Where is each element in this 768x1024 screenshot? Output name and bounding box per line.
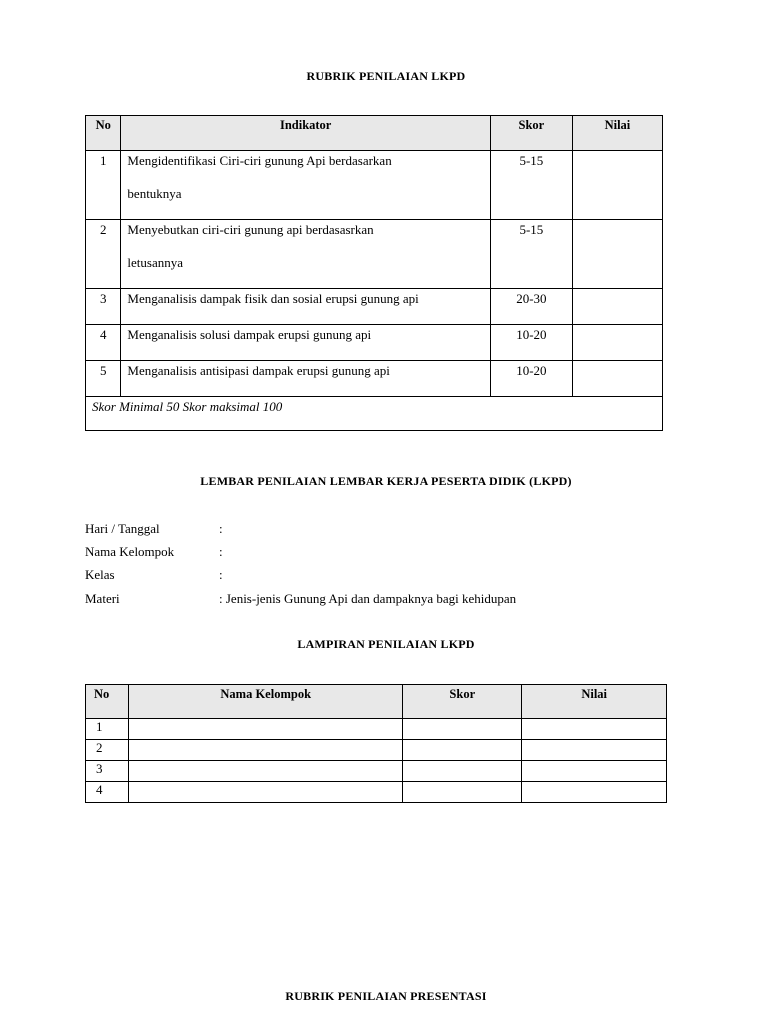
presentasi-title: RUBRIK PENILAIAN PRESENTASI <box>285 989 487 1003</box>
rubric-header-row <box>86 116 663 151</box>
lampiran-row-skor[interactable] <box>403 761 522 782</box>
rubric-row-skor: 5-15 <box>490 220 572 289</box>
table-row <box>86 289 663 325</box>
lembar-title: LEMBAR PENILAIAN LEMBAR KERJA PESERTA DIDIK (LKPD) <box>200 474 572 488</box>
lampiran-row-nilai[interactable] <box>522 761 667 782</box>
rubric-header-nilai: Nilai <box>572 116 662 151</box>
rubric-row-indikator: Menganalisis antisipasi dampak erupsi gunung api <box>121 361 490 397</box>
score-range-note: Skor Minimal 50 Skor maksimal 100 <box>86 397 663 431</box>
lampiran-row-nama[interactable] <box>129 740 403 761</box>
info-value[interactable]: : <box>219 544 223 559</box>
info-label: Materi <box>85 591 120 606</box>
lampiran-table <box>85 684 667 803</box>
rubric-header-indikator: Indikator <box>121 116 490 151</box>
rubric-row-no: 4 <box>86 325 121 361</box>
info-row-hari-tanggal <box>85 521 223 537</box>
rubric-row-no: 5 <box>86 361 121 397</box>
lampiran-row-nilai[interactable] <box>522 740 667 761</box>
lampiran-title: LAMPIRAN PENILAIAN LKPD <box>297 637 475 651</box>
lampiran-header-nilai: Nilai <box>522 685 667 719</box>
lampiran-header-no: No <box>86 685 129 719</box>
rubric-row-no: 1 <box>86 151 121 220</box>
rubric-row-indikator: Menganalisis dampak fisik dan sosial erupsi gunung api <box>121 289 490 325</box>
rubric-row-no: 2 <box>86 220 121 289</box>
info-label: Kelas <box>85 567 115 582</box>
rubric-row-indikator: Menganalisis solusi dampak erupsi gunung api <box>121 325 490 361</box>
lampiran-header-skor: Skor <box>403 685 522 719</box>
rubric-row-skor: 20-30 <box>490 289 572 325</box>
lampiran-row-skor[interactable] <box>403 782 522 803</box>
lampiran-row-nilai[interactable] <box>522 719 667 740</box>
lampiran-row-nama[interactable] <box>129 719 403 740</box>
lampiran-header-nama: Nama Kelompok <box>129 685 403 719</box>
lampiran-row-skor[interactable] <box>403 740 522 761</box>
rubric-row-skor: 10-20 <box>490 325 572 361</box>
indikator-text: Menyebutkan ciri-ciri gunung api berdasasrkan <box>127 222 374 237</box>
lampiran-row-nama[interactable] <box>129 761 403 782</box>
rubric-title: RUBRIK PENILAIAN LKPD <box>306 69 466 83</box>
table-row <box>86 761 667 782</box>
table-row <box>86 719 667 740</box>
rubric-row-skor: 5-15 <box>490 151 572 220</box>
table-row <box>86 220 663 289</box>
rubric-row-nilai[interactable] <box>572 361 662 397</box>
table-row <box>86 151 663 220</box>
table-row <box>86 782 667 803</box>
indikator-text-continued: bentuknya <box>127 186 182 201</box>
rubric-row-no: 3 <box>86 289 121 325</box>
rubric-header-no: No <box>86 116 121 151</box>
info-value: : Jenis-jenis Gunung Api dan dampaknya bagi kehidupan <box>219 591 517 606</box>
lampiran-row-no: 2 <box>86 740 129 761</box>
rubric-row-nilai[interactable] <box>572 289 662 325</box>
lampiran-row-no: 3 <box>86 761 129 782</box>
info-value[interactable]: : <box>219 521 223 536</box>
rubric-table <box>85 115 663 431</box>
rubric-row-indikator <box>121 220 490 289</box>
table-row <box>86 325 663 361</box>
lampiran-row-nama[interactable] <box>129 782 403 803</box>
rubric-row-nilai[interactable] <box>572 151 662 220</box>
lampiran-row-no: 1 <box>86 719 129 740</box>
lampiran-row-skor[interactable] <box>403 719 522 740</box>
rubric-note-row <box>86 397 663 431</box>
rubric-header-skor: Skor <box>490 116 572 151</box>
info-row-nama-kelompok <box>85 544 223 560</box>
rubric-row-nilai[interactable] <box>572 220 662 289</box>
lampiran-row-no: 4 <box>86 782 129 803</box>
lampiran-row-nilai[interactable] <box>522 782 667 803</box>
table-row <box>86 740 667 761</box>
rubric-row-indikator <box>121 151 490 220</box>
indikator-text-continued: letusannya <box>127 255 184 270</box>
lampiran-header-row <box>86 685 667 719</box>
info-value[interactable]: : <box>219 567 223 582</box>
info-row-materi <box>85 591 516 607</box>
info-label: Hari / Tanggal <box>85 521 160 536</box>
info-row-kelas <box>85 567 223 583</box>
rubric-row-skor: 10-20 <box>490 361 572 397</box>
info-label: Nama Kelompok <box>85 544 175 559</box>
table-row <box>86 361 663 397</box>
indikator-text: Mengidentifikasi Ciri-ciri gunung Api berdasarkan <box>127 153 392 168</box>
rubric-row-nilai[interactable] <box>572 325 662 361</box>
